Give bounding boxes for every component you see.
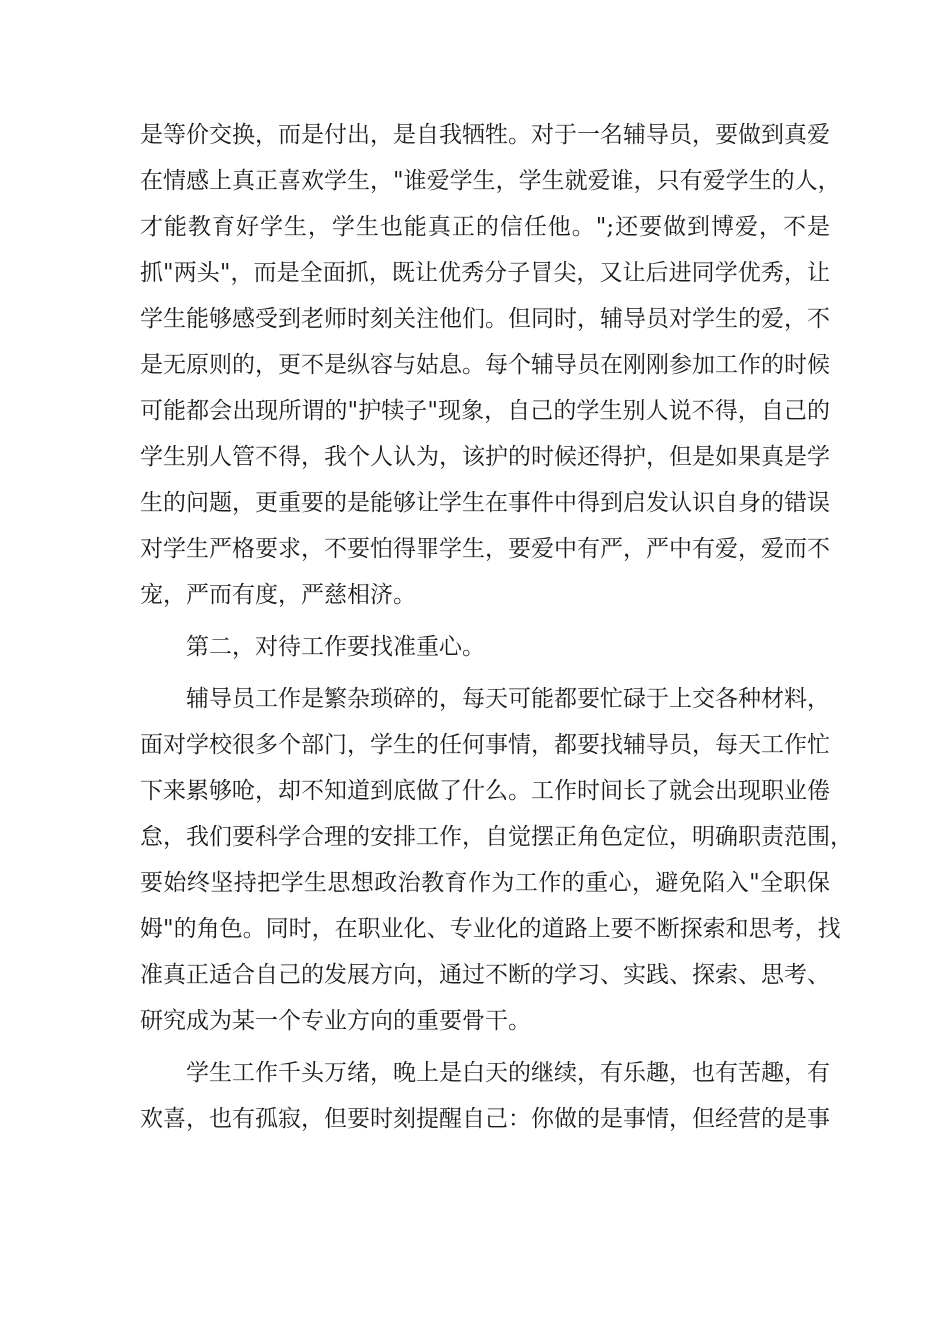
text-line: 在情感上真正喜欢学生，"谁爱学生，学生就爱谁，只有爱学生的人， bbox=[140, 168, 841, 194]
body-text bbox=[140, 112, 853, 1142]
text-line: 学生能够感受到老师时刻关注他们。但同时，辅导员对学生的爱，不 bbox=[140, 306, 830, 332]
text-line: 对学生严格要求，不要怕得罪学生，要爱中有严，严中有爱，爱而不 bbox=[140, 536, 830, 562]
text-line: 学生别人管不得，我个人认为，该护的时候还得护，但是如果真是学 bbox=[140, 444, 830, 470]
paragraph-4 bbox=[140, 1050, 830, 1142]
text-line: 姆"的角色。同时，在职业化、专业化的道路上要不断探索和思考，找 bbox=[140, 916, 841, 942]
section-heading: 第二，对待工作要找准重心。 bbox=[186, 634, 485, 660]
text-line: 下来累够呛，却不知道到底做了什么。工作时间长了就会出现职业倦 bbox=[140, 778, 830, 804]
text-line: 是无原则的，更不是纵容与姑息。每个辅导员在刚刚参加工作的时候 bbox=[140, 352, 830, 378]
text-line: 准真正适合自己的发展方向，通过不断的学习、实践、探索、思考、 bbox=[140, 962, 830, 988]
paragraph-2-heading bbox=[140, 624, 830, 670]
text-line: 怠，我们要科学合理的安排工作，自觉摆正角色定位，明确职责范围， bbox=[140, 824, 853, 850]
text-line: 辅导员工作是繁杂琐碎的，每天可能都要忙碌于上交各种材料， bbox=[186, 686, 830, 712]
paragraph-1 bbox=[140, 112, 841, 618]
text-line: 要始终坚持把学生思想政治教育作为工作的重心，避免陷入"全职保 bbox=[140, 870, 830, 896]
text-line: 面对学校很多个部门，学生的任何事情，都要找辅导员，每天工作忙 bbox=[140, 732, 830, 758]
text-line: 欢喜，也有孤寂，但要时刻提醒自己：你做的是事情，但经营的是事 bbox=[140, 1106, 830, 1132]
text-line: 才能教育好学生，学生也能真正的信任他。";还要做到博爱，不是 bbox=[140, 214, 830, 240]
text-line: 生的问题，更重要的是能够让学生在事件中得到启发认识自身的错误 bbox=[140, 490, 830, 516]
paragraph-3 bbox=[140, 676, 853, 1044]
text-line: 学生工作千头万绪，晚上是白天的继续，有乐趣，也有苦趣，有 bbox=[186, 1060, 830, 1086]
text-line: 抓"两头"，而是全面抓，既让优秀分子冒尖，又让后进同学优秀，让 bbox=[140, 260, 830, 286]
text-line: 研究成为某一个专业方向的重要骨干。 bbox=[140, 1008, 531, 1034]
text-line: 是等价交换，而是付出，是自我牺牲。对于一名辅导员，要做到真爱 bbox=[140, 122, 830, 148]
text-line: 宠，严而有度，严慈相济。 bbox=[140, 582, 416, 608]
text-line: 可能都会出现所谓的"护犊子"现象，自己的学生别人说不得，自己的 bbox=[140, 398, 830, 424]
